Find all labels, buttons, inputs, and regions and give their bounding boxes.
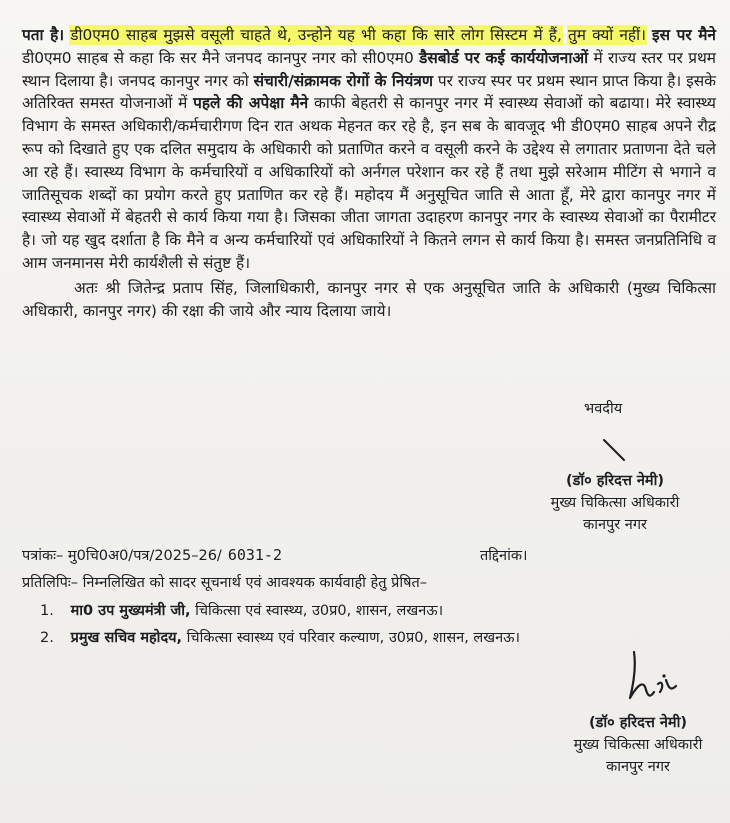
copy-to-line [22,572,427,592]
reference-line [22,545,712,565]
reference-label: पत्रांकः– [22,548,64,564]
para1-start: पता है। [22,26,65,44]
paragraph-1 [22,24,716,275]
highlighted-quote-1: डी0एम0 साहब मुझसे वसूली चाहते थे, उन्होने यह भी कहा कि सारे लोग सिस्टम में हैं, [70,26,562,44]
copy-text: निम्नलिखित को सादर सूचनार्थ एवं आवश्यक कार्यवाही हेतु प्रेषित– [82,575,427,591]
text-c: पर राज्य स्पर पर प्रथम स्थान प्राप्त किया है। इसके अतिरिक्त समस्त योजनाओं में [22,71,716,113]
highlighted-quote-2: तुम क्यों नहीं। [568,26,646,44]
list-item-number: 2. [40,630,54,646]
bold-phrase-a: इस पर मैने [652,26,716,44]
bold-phrase-d: पहले की अपेक्षा मैने [193,94,309,113]
signatory-name: (डॉ० हरिदत्त नेमी) [589,715,687,731]
recipient-title: प्रमुख सचिव महोदय, [70,630,183,646]
copy-recipient-list [40,598,520,652]
signatory-place: कानपुर नगर [606,759,670,775]
reference-date: तद्दिनांक। [480,548,528,564]
letter-body [22,24,716,322]
list-item [40,625,520,652]
signatory-name: (डॉ० हरिदत्त नेमी) [566,473,664,489]
paragraph-2: अतः श्री जितेन्द्र प्रताप सिंह, जिलाधिकारी, कानपुर नगर से एक अनुसूचित जाति के अधिकारी (मुख्य चिकित्सा अधिकारी, कानपुर नगर) की रक्षा की जाये और न्याय दिलाया जाये। [22,278,716,320]
handwritten-reference-number: 6031-2 [227,546,282,564]
handwritten-signature-icon [620,646,690,708]
bold-phrase-c: संचारी/संक्रामक रोगों के नियंत्रण [253,71,433,90]
recipient-detail: चिकित्सा एवं स्वास्थ्य, उ0प्र0, शासन, लखनऊ। [195,603,444,619]
signatory-designation: मुख्य चिकित्सा अधिकारी [573,737,703,753]
list-item-number: 1. [40,603,54,619]
list-item [40,598,520,625]
signatory-place: कानपुर नगर [583,517,647,533]
recipient-detail: चिकित्सा स्वास्थ्य एवं परिवार कल्याण, उ0प्र0, शासन, लखनऊ। [186,630,521,646]
recipient-title: मा0 उप मुख्यमंत्री जी, [70,603,191,619]
reference-number: मु0चि0अ0/पत्र/2025–26/ [67,548,222,564]
text-d: काफी बेहतरी से कानपुर नगर में स्वास्थ्य सेवाओं को बढाया। मेरे स्वास्थ्य विभाग के समस्त अधिकारी/कर्मचारीगण दिन रात अथक मेहनत कर रहे है, इन सब के बावजूद भी डी0एम0 साहब अपने रौद्र रूप को दिखाते हुए एक दलित समुदाय के अधिकारी को प्रताणित करने व वसूली करने के उद्देश्य से लगातार प्रताणना देते चले आ रहे हैं। स्वास्थ्य विभाग के कर्मचारियों व अधिकारियों को अर्नगल परेशान कर रहे हैं तथा मुझे सरेआम मीटिंग से भगाने व जातिसूचक शब्दों का प्रयोग करते हुए प्रताणित कर रहे हैं। महोदय मैं अनुसूचित जाति से आता हूँ, मेरे द्वारा कानपुर नगर में स्वास्थ्य सेवाओं में बेहतरी से कार्य किया गया है। जिसका जीता जागता उदाहरण कानपुर नगर के स्वास्थ्य सेवाओं का पैरामीटर है। जो यह खुद दर्शाता है कि मैने व अन्य कर्मचारियों एवं अधिकारियों ने कितने लगन से कार्य किया है। समस्त जनप्रतिनिधि व आम जनमानस मेरी कार्यशैली से संतुष्ट हैं। [22,94,716,272]
signature-block-2 [548,712,728,778]
signature-block-1 [520,470,710,536]
bold-phrase-b: डैसबोर्ड पर कई कार्ययोजनाओं [419,48,589,67]
text-b: में राज्य स्तर पर प्रथम स्थान दिलाया है। जनपद कानपुर नगर को [22,48,717,90]
closing-salutation: भवदीय [584,401,623,417]
text-a: डी0एम0 साहब से कहा कि सर मैने जनपद कानपुर नगर को सी0एम0 [22,48,414,67]
signatory-designation: मुख्य चिकित्सा अधिकारी [550,495,680,511]
signature-mark-icon [600,436,630,466]
copy-label: प्रतिलिपिः– [22,575,79,591]
